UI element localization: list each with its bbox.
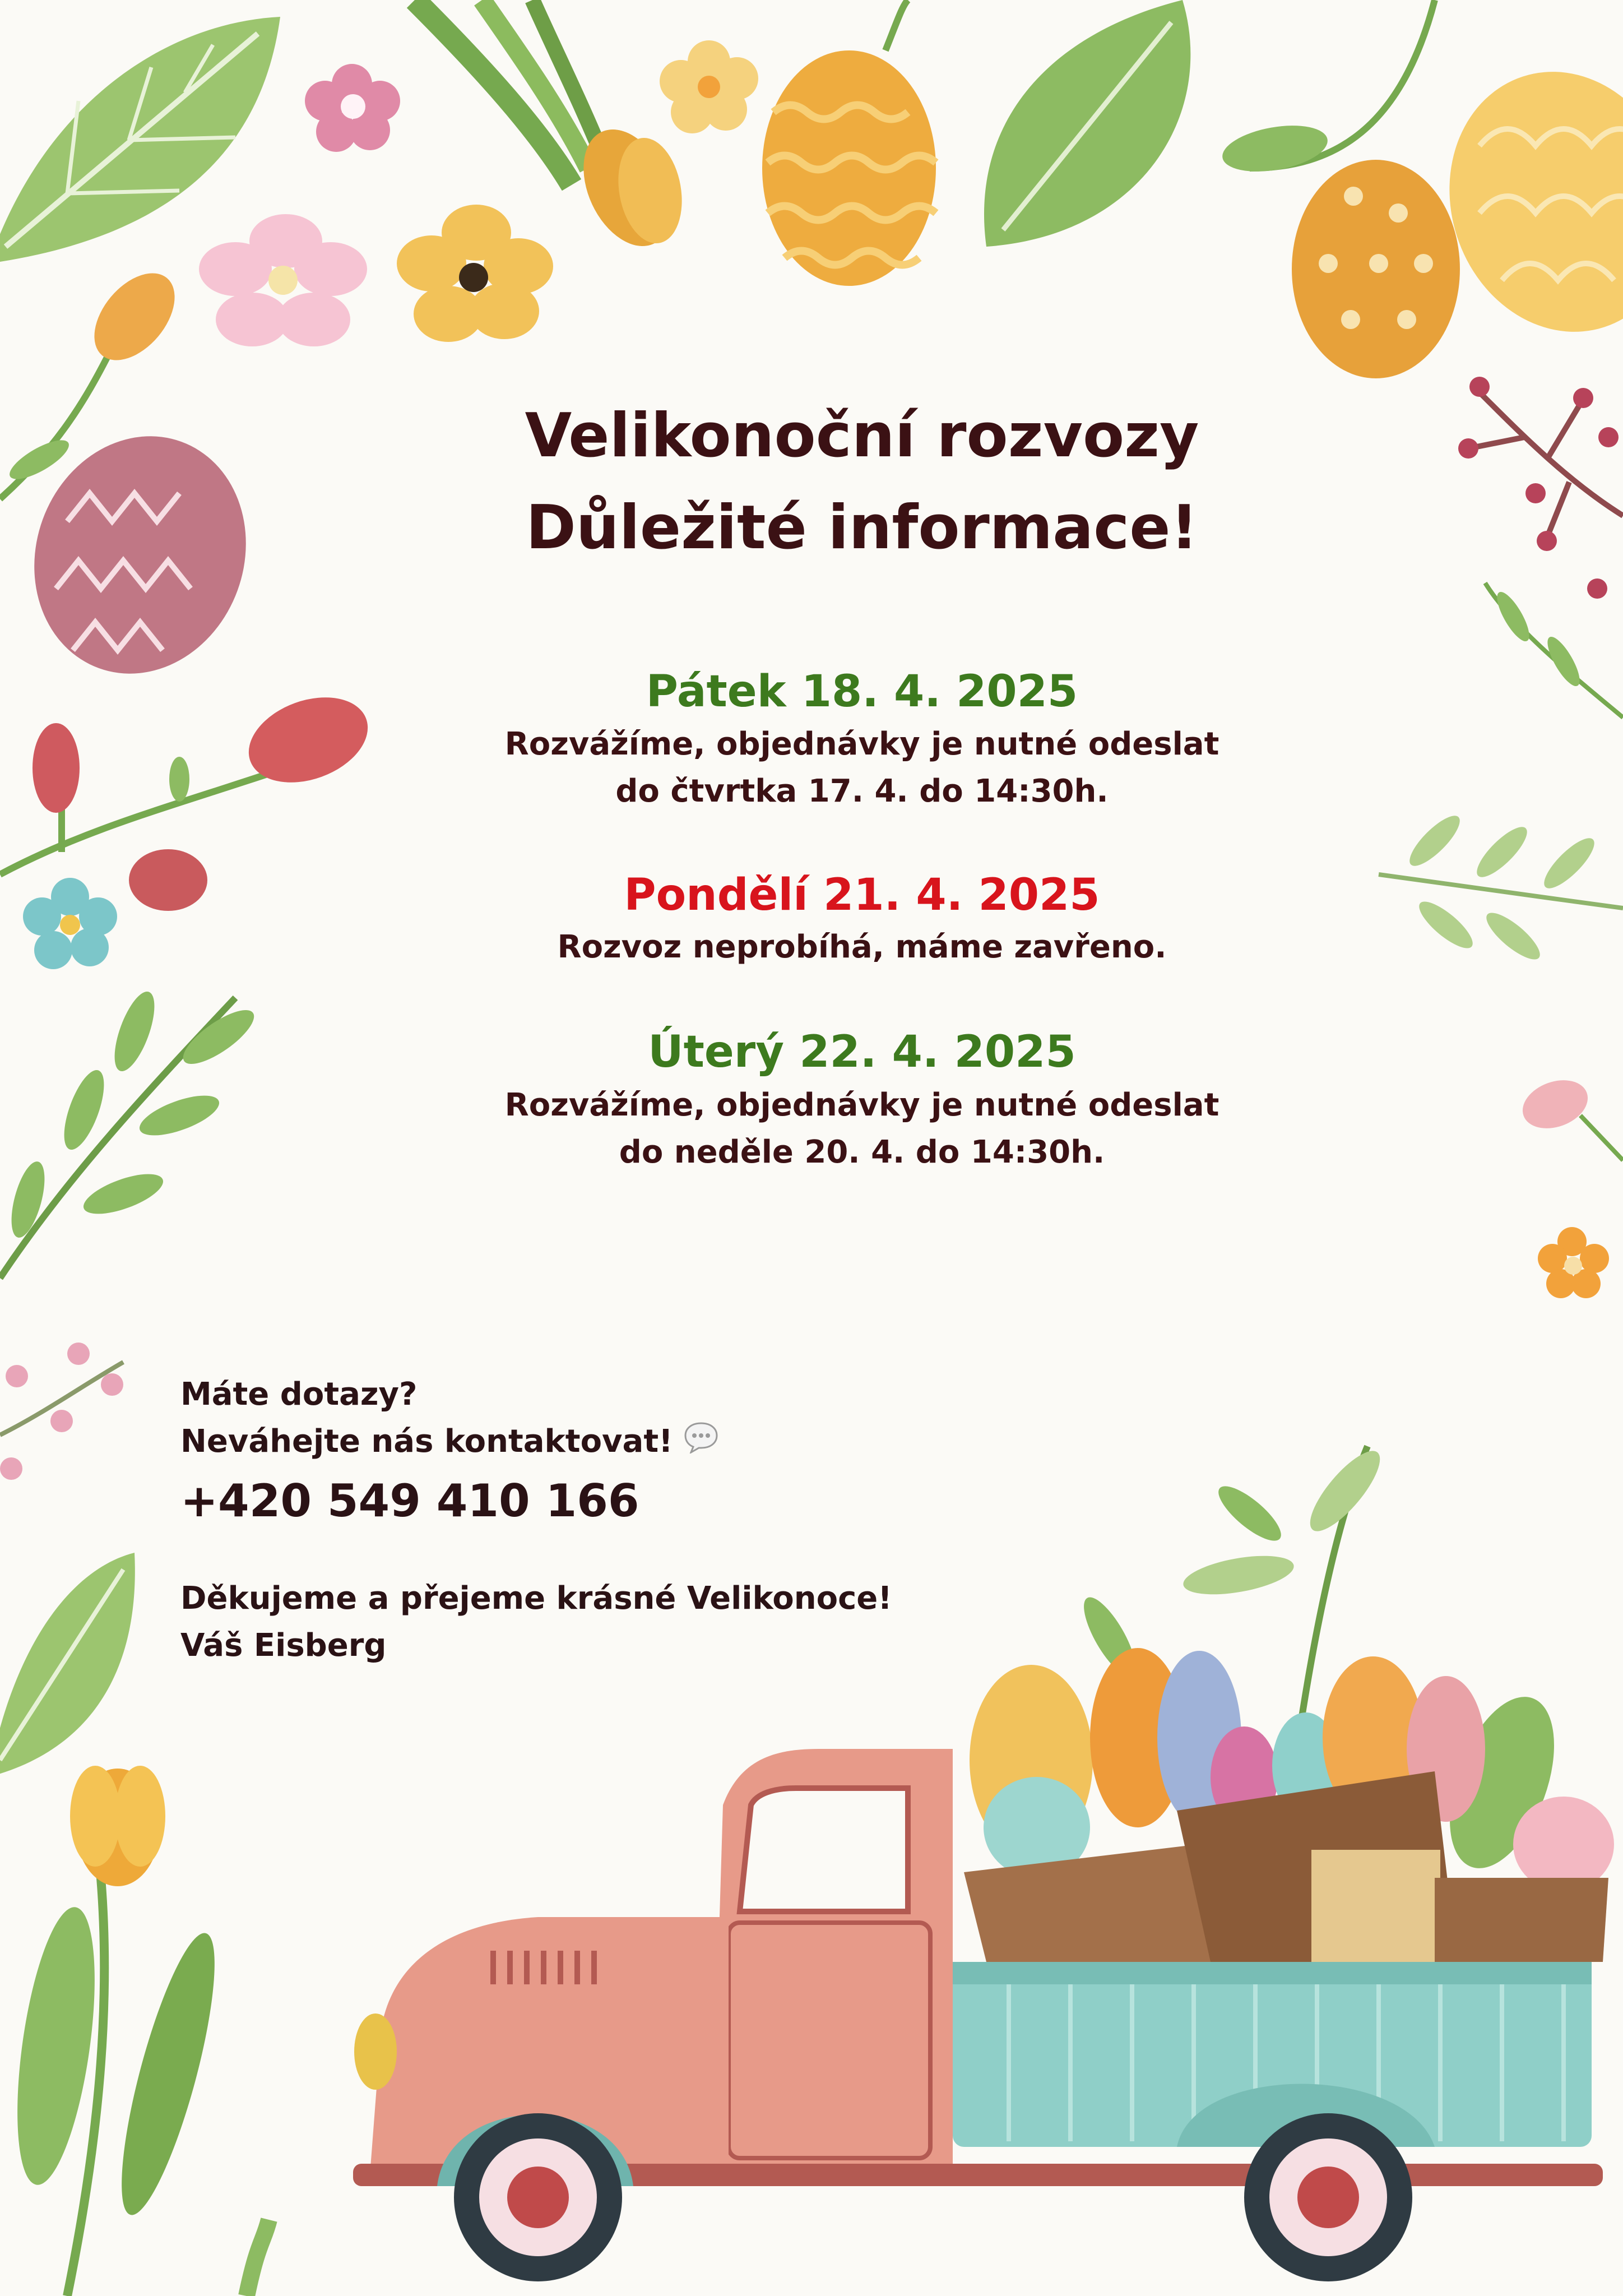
contact-question: Máte dotazy?: [180, 1376, 418, 1413]
page-title: Velikonoční rozvozy: [525, 401, 1199, 471]
contact-invite: Neváhejte nás kontaktovat!: [180, 1423, 673, 1460]
page-subtitle: Důležité informace!: [526, 493, 1198, 563]
signature: Váš Eisberg: [180, 1627, 387, 1664]
tuesday-info-line2: do neděle 20. 4. do 14:30h.: [619, 1134, 1105, 1170]
friday-info-line2: do čtvrtka 17. 4. do 14:30h.: [615, 773, 1109, 809]
tuesday-date: Úterý 22. 4. 2025: [648, 1027, 1076, 1077]
speech-bubble-icon: [683, 1420, 719, 1467]
monday-info-line1: Rozvoz neprobíhá, máme zavřeno.: [557, 929, 1167, 965]
contact-invite-line: [180, 1418, 719, 1467]
friday-date: Pátek 18. 4. 2025: [646, 666, 1078, 717]
friday-info-line1: Rozvážíme, objednávky je nutné odeslat: [504, 726, 1219, 762]
phone-number[interactable]: +420 549 410 166: [180, 1475, 639, 1527]
thanks-text: Děkujeme a přejeme krásné Velikonoce!: [180, 1580, 892, 1617]
tuesday-info-line1: Rozvážíme, objednávky je nutné odeslat: [504, 1087, 1219, 1123]
monday-date: Pondělí 21. 4. 2025: [624, 870, 1100, 920]
